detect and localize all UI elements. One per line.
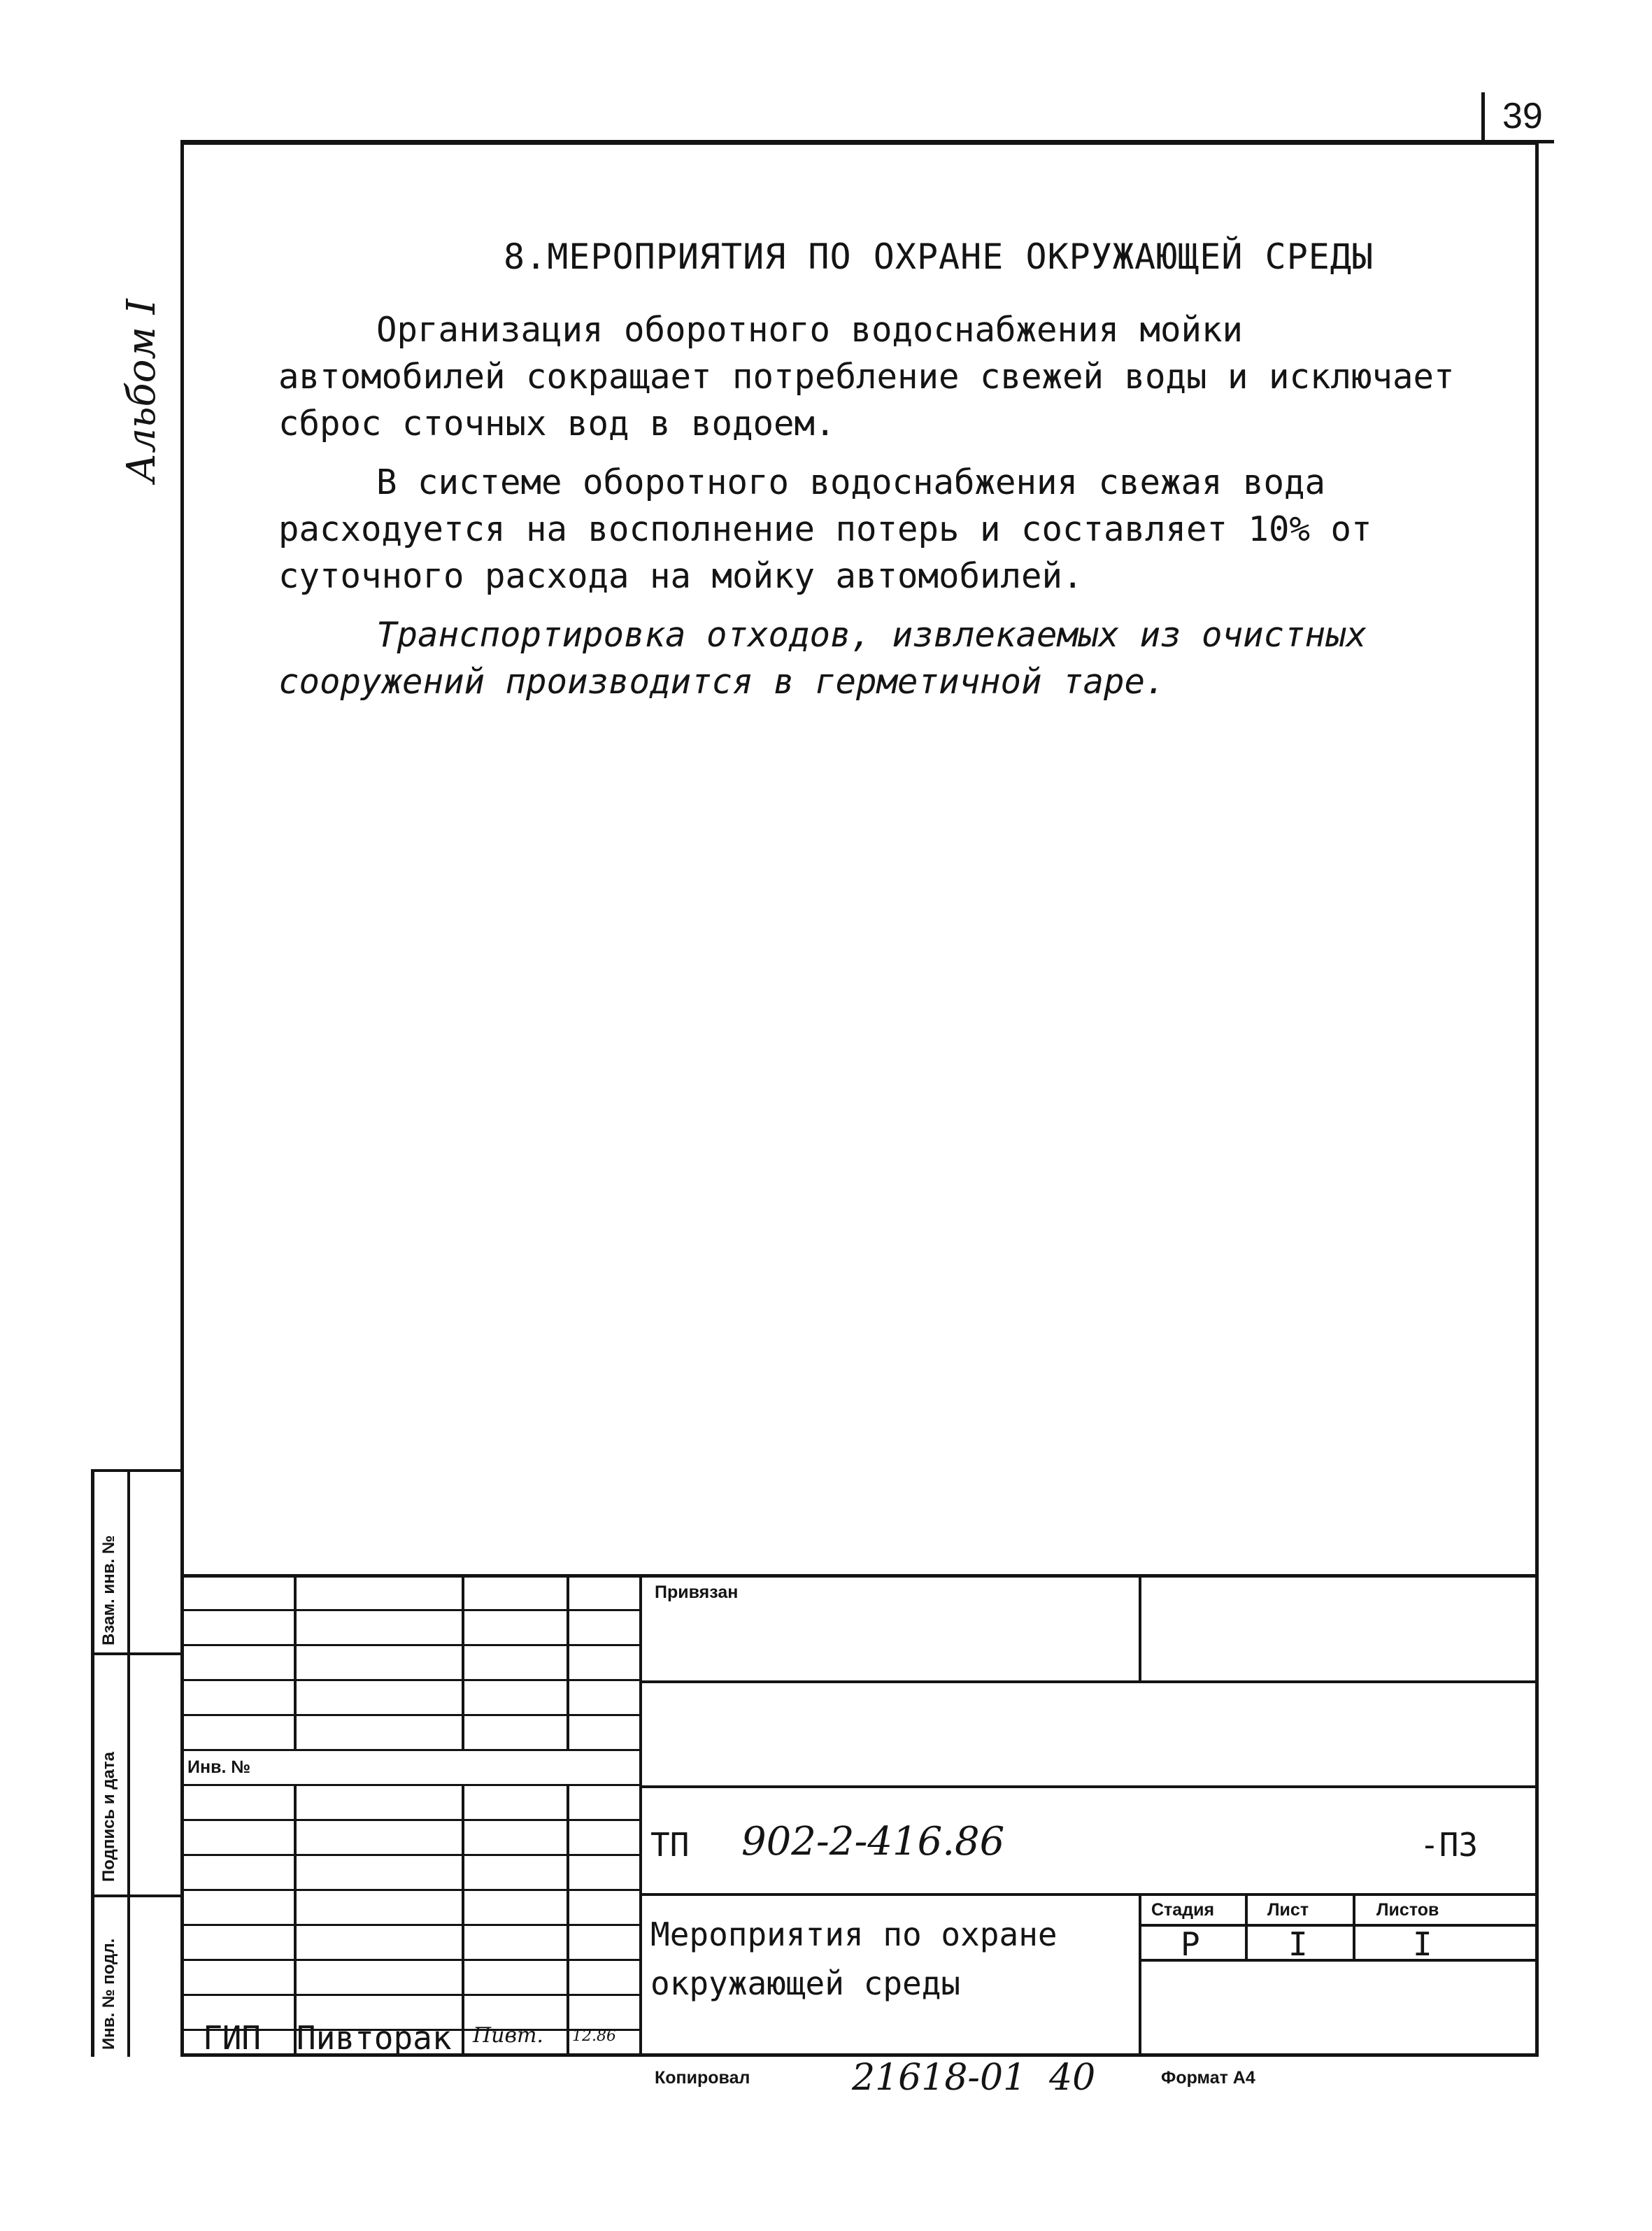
format-label: Формат А4 xyxy=(1161,2068,1255,2088)
tb-vline-4 xyxy=(639,1574,642,2057)
person-name: Пивторак xyxy=(297,2019,452,2057)
doc-code-prefix: ТП xyxy=(650,1826,690,1864)
tb-hline-11 xyxy=(180,1959,641,1961)
doc-code-suffix: -ПЗ xyxy=(1420,1826,1479,1864)
side-label-podpis: Подпись и дата xyxy=(99,1752,118,1882)
tb-right-h1 xyxy=(639,1680,1539,1683)
sheets-header: Листов xyxy=(1376,1900,1439,1920)
tb-vline-1b xyxy=(294,1784,297,2057)
privyazan-label: Привязан xyxy=(655,1582,739,1602)
tb-hline-9 xyxy=(180,1889,641,1891)
paragraph-1 xyxy=(278,306,1481,447)
paragraph-3 xyxy=(278,611,1481,705)
album-note: Альбом I xyxy=(119,299,164,483)
tb-vline-2b xyxy=(462,1784,464,2057)
side-label-inv-podl: Инв. № подл. xyxy=(99,1938,118,2050)
tb-hline-4 xyxy=(180,1714,641,1716)
side-label-vzam: Взам. инв. № xyxy=(99,1535,118,1645)
sheets-value: I xyxy=(1413,1925,1432,1963)
paragraph-1-text: Организация оборотного водоснабжения мойки автомобилей сокращает потребление свежей воды и исключает сброс сточных вод в водоем. xyxy=(278,310,1455,444)
tb-hline-7 xyxy=(180,1819,641,1821)
tb-right-v2 xyxy=(1139,1893,1141,2057)
role-gip: ГИП xyxy=(203,2019,262,2057)
tb-right-v1 xyxy=(1139,1574,1141,1682)
paragraph-2-text: В системе оборотного водоснабжения свежая вода расходуется на восполнение потерь и составляет 10% от суточного расхода на мойку автомобилей. xyxy=(278,462,1372,596)
tb-top xyxy=(180,1574,1539,1578)
tb-vline-2 xyxy=(462,1574,464,1750)
doc-title-line1: Мероприятия по охране xyxy=(650,1915,1058,1953)
tb-vline-1 xyxy=(294,1574,297,1750)
side-stamp-div1 xyxy=(91,1652,183,1655)
side-stamp-inner xyxy=(127,1469,130,2057)
paragraph-3-text: Транспортировка отходов, извлекаемых из очистных сооружений производится в герметичной таре. xyxy=(278,615,1367,702)
page-number-bar xyxy=(1481,92,1485,144)
tb-hline-2 xyxy=(180,1644,641,1646)
tb-hline-8 xyxy=(180,1854,641,1856)
stage-value: Р xyxy=(1181,1925,1200,1963)
side-stamp-left xyxy=(91,1469,94,2057)
tb-stage-v1 xyxy=(1245,1893,1248,1960)
tb-right-h3 xyxy=(639,1893,1539,1896)
tb-hline-12 xyxy=(180,1994,641,1996)
paragraph-2 xyxy=(278,459,1481,600)
tb-hline-3 xyxy=(180,1679,641,1681)
tb-vline-3 xyxy=(567,1574,569,1750)
tb-hline-5 xyxy=(180,1749,641,1751)
tb-vline-3b xyxy=(567,1784,569,2057)
doc-title-line2: окружающей среды xyxy=(650,1964,961,2002)
copy-number: 21618-01 xyxy=(852,2057,1027,2099)
copy-page: 40 xyxy=(1049,2057,1096,2099)
doc-code-hand: 902-2-416.86 xyxy=(741,1819,1005,1864)
side-stamp-top xyxy=(91,1469,183,1472)
page-number: 39 xyxy=(1502,96,1543,136)
signature: Пивт. xyxy=(473,2023,543,2048)
tb-hline-6 xyxy=(180,1784,641,1786)
tb-hline-10 xyxy=(180,1924,641,1926)
tb-hline-1 xyxy=(180,1609,641,1611)
section-heading: 8.МЕРОПРИЯТИЯ ПО ОХРАНЕ ОКРУЖАЮЩЕЙ СРЕДЫ xyxy=(504,236,1374,277)
inv-no-label: Инв. № xyxy=(187,1757,251,1777)
stage-header: Стадия xyxy=(1151,1900,1215,1920)
sign-date: 12.86 xyxy=(572,2027,616,2045)
copied-label: Копировал xyxy=(655,2068,750,2088)
sheet-header: Лист xyxy=(1267,1900,1309,1920)
tb-stage-v2 xyxy=(1353,1893,1355,1960)
side-stamp-div2 xyxy=(91,1894,183,1897)
tb-right-h2 xyxy=(639,1785,1539,1788)
sheet-value: I xyxy=(1288,1925,1308,1963)
